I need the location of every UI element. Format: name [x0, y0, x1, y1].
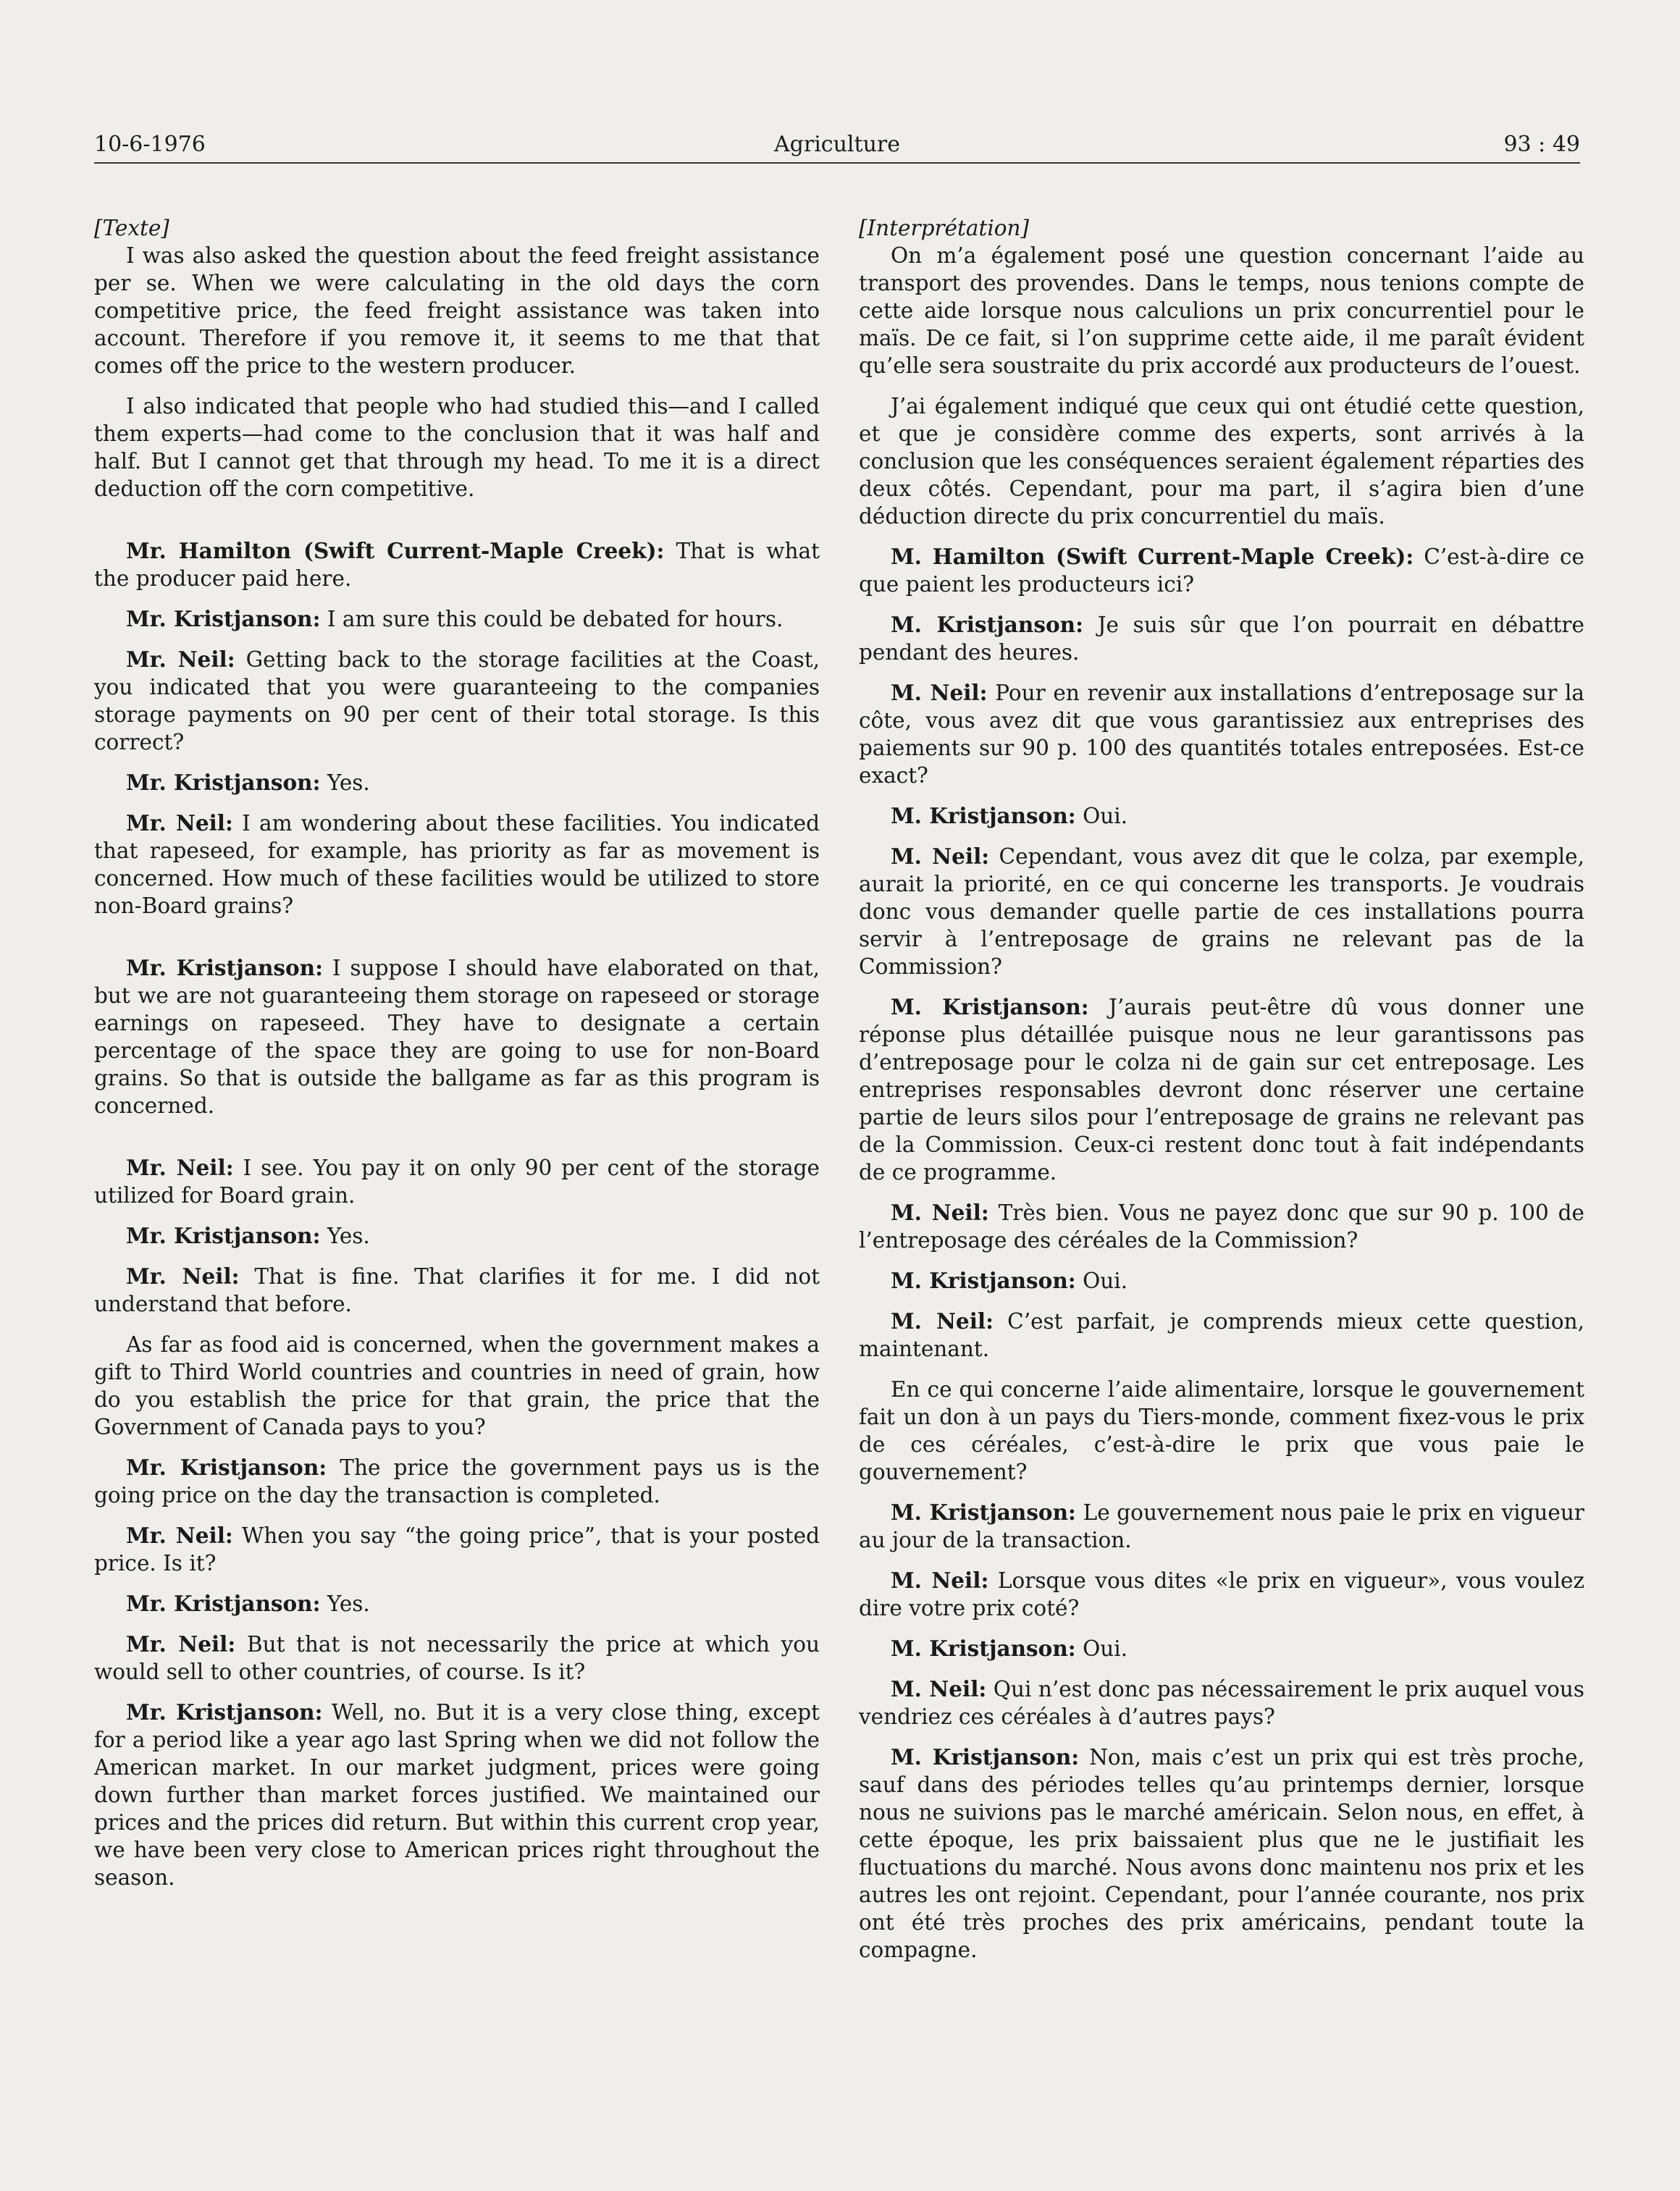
french-paragraph: M. Kristjanson: Oui. [891, 1268, 1128, 1293]
english-paragraph: Mr. Kristjanson: Yes. [126, 770, 370, 795]
english-paragraph: Mr. Kristjanson: Yes. [126, 1223, 370, 1248]
english-paragraph: Mr. Kristjanson: Well, no. But it is a very close thing, except for a period like a year ago last Spring when we did not follow the American market. In our market judgment, prices were going down further than market forces justified. We maintained our prices and the prices did return. But within this current crop year, we have been very close to American prices right throughout the season. [94, 1699, 820, 1890]
french-paragraph: M. Neil: Lorsque vous dites «le prix en vigueur», vous voulez dire votre prix coté? [859, 1568, 1584, 1620]
header-date: 10-6-1976 [94, 132, 206, 157]
english-paragraph: Mr. Kristjanson: The price the government pays us is the going price on the day the transaction is completed. [94, 1455, 820, 1507]
french-paragraph: M. Neil: Qui n’est donc pas nécessairement le prix auquel vous vendriez ces céréales à d’autres pays? [859, 1676, 1585, 1729]
french-section-label: [Interprétation] [859, 216, 1030, 240]
french-column [859, 214, 1584, 1977]
english-paragraph: Mr. Neil: Getting back to the storage facilities at the Coast, you indicated that you were guaranteeing to the companies storage payments on 90 per cent of their total storage. Is this correct? [94, 647, 820, 754]
english-paragraph: I was also asked the question about the feed freight assistance per se. When we were calculating in the old days the corn competitive price, the feed freight assistance was taken into account. Therefore if you remove it, it seems to me that that comes off the price to the western producer. [94, 243, 820, 378]
english-paragraph: Mr. Kristjanson: I suppose I should have elaborated on that, but we are not guaranteeing them storage on rapeseed or storage earnings on rapeseed. They have to designate a certain percentage of the space they are going to use for non-Board grains. So that is outside the ballgame as far as this program is concerned. [94, 955, 820, 1118]
french-paragraph: M. Kristjanson: Je suis sûr que l’on pourrait en débattre pendant des heures. [859, 612, 1584, 665]
english-column [94, 214, 820, 1904]
french-paragraph: M. Kristjanson: Le gouvernement nous paie le prix en vigueur au jour de la transaction. [859, 1500, 1584, 1552]
english-paragraph: I also indicated that people who had studied this—and I called them experts—had come to the conclusion that it was half and half. But I cannot get that through my head. To me it is a direct deduction off the corn competitive. [94, 394, 820, 501]
french-paragraph: M. Kristjanson: Oui. [891, 1636, 1128, 1661]
english-paragraph: Mr. Neil: I am wondering about these facilities. You indicated that rapeseed, for example, has priority as far as movement is concerned. How much of these facilities would be utilized to store non-Board grains? [94, 810, 820, 918]
english-paragraph: Mr. Neil: But that is not necessarily the price at which you would sell to other countries, of course. Is it? [94, 1631, 820, 1684]
french-paragraph: En ce qui concerne l’aide alimentaire, lorsque le gouvernement fait un don à un pays du Tiers-monde, comment fixez-vous le prix de ces céréales, c’est-à-dire le prix que vous paie le gouvernement? [859, 1377, 1584, 1484]
english-paragraph: Mr. Neil: I see. You pay it on only 90 per cent of the storage utilized for Board grain. [94, 1155, 820, 1208]
english-section-label: [Texte] [94, 216, 169, 240]
french-paragraph: M. Kristjanson: J’aurais peut-être dû vous donner une réponse plus détaillée puisque nous ne leur garantissons pas d’entreposage pour le colza ni de gain sur cet entreposage. Les entreprises responsables devront donc réserver une certaine partie de leurs silos pour l’entreposage de grains ne relevant pas de la Commission. Ceux-ci restent donc tout à fait indépendants de ce programme. [859, 994, 1584, 1185]
french-paragraph: M. Neil: Pour en revenir aux installations d’entreposage sur la côte, vous avez dit que vous garantissiez aux entreprises des paiements sur 90 p. 100 des quantités totales entreposées. Est-ce exact? [859, 680, 1584, 788]
french-paragraph: M. Hamilton (Swift Current-Maple Creek): C’est-à-dire ce que paient les producteurs ici? [859, 544, 1584, 597]
header-title: Agriculture [774, 132, 900, 157]
english-paragraph: Mr. Neil: That is fine. That clarifies it for me. I did not understand that before. [94, 1263, 820, 1316]
french-paragraph: On m’a également posé une question concernant l’aide au transport des provendes. Dans le temps, nous tenions compte de cette aide lorsque nous calculions un prix concurrentiel pour le maïs. De ce fait, si l’on supprime cette aide, il me paraît évident qu’elle sera soustraite du prix accordé aux producteurs de l’ouest. [859, 243, 1584, 378]
english-paragraph: Mr. Neil: When you say “the going price”, that is your posted price. Is it? [94, 1523, 820, 1576]
french-paragraph: M. Neil: Cependant, vous avez dit que le colza, par exemple, aurait la priorité, en ce qui concerne les transports. Je voudrais donc vous demander quelle partie de ces installations pourra servir à l’entreposage de grains ne relevant pas de la Commission? [859, 844, 1585, 979]
french-paragraph: M. Neil: C’est parfait, je comprends mieux cette question, maintenant. [859, 1308, 1584, 1361]
french-paragraph: J’ai également indiqué que ceux qui ont étudié cette question, et que je considère comme des experts, sont arrivés à la conclusion que les conséquences seraient également réparties des deux côtés. Cependant, pour ma part, il s’agira bien d’une déduction directe du prix concurrentiel du maïs. [859, 394, 1584, 529]
english-paragraph: Mr. Kristjanson: Yes. [126, 1591, 370, 1616]
english-paragraph: As far as food aid is concerned, when the government makes a gift to Third World countries and countries in need of grain, how do you establish the price for that grain, the price that the Government of Canada pays to you? [94, 1332, 820, 1439]
header-page-number: 93 : 49 [1503, 132, 1580, 157]
page-header [94, 127, 1580, 164]
french-paragraph: M. Kristjanson: Oui. [891, 803, 1128, 828]
english-paragraph: Mr. Kristjanson: I am sure this could be debated for hours. [126, 606, 784, 631]
english-paragraph: Mr. Hamilton (Swift Current-Maple Creek): That is what the producer paid here. [94, 538, 820, 591]
french-paragraph: M. Neil: Très bien. Vous ne payez donc que sur 90 p. 100 de l’entreposage des céréales de la Commission? [859, 1200, 1584, 1253]
french-paragraph: M. Kristjanson: Non, mais c’est un prix qui est très proche, sauf dans des périodes telles qu’au printemps dernier, lorsque nous ne suivions pas le marché américain. Selon nous, en effet, à cette époque, les prix baissaient plus que ne le justifiait les fluctuations du marché. Nous avons donc maintenu nos prix et les autres les ont rejoint. Cependant, pour l’année courante, nos prix ont été très proches des prix américains, pendant toute la compagne. [859, 1744, 1584, 1962]
